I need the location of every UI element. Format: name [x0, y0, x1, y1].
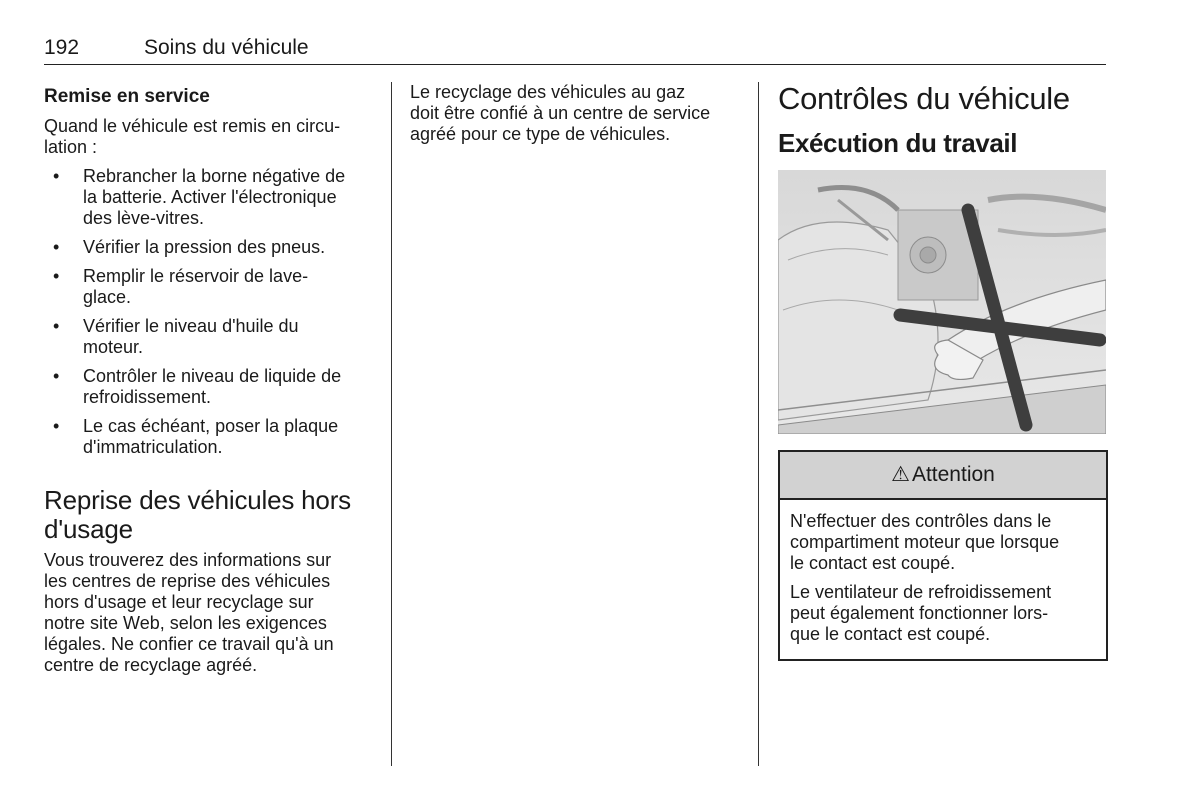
list-item-line: Vérifier la pression des pneus. [83, 237, 326, 257]
bullet-icon: • [53, 366, 60, 386]
warning-line: que le contact est coupé. [790, 624, 991, 644]
section-body-paragraph [44, 550, 374, 676]
list-item-line: refroidissement. [83, 387, 212, 407]
subheading-remise-en-service: Remise en service [44, 86, 210, 107]
bullet-icon: • [53, 237, 60, 257]
list-item [44, 316, 374, 358]
body-line: agréé pour ce type de véhicules. [410, 124, 671, 144]
section-title-line: Reprise des véhicules hors [44, 485, 351, 515]
warning-line: N'effectuer des contrôles dans le [790, 511, 1052, 531]
gas-vehicle-paragraph [410, 82, 745, 145]
section-title-reprise [44, 486, 374, 544]
column-divider-left [391, 82, 392, 766]
intro-line: lation : [44, 137, 98, 157]
body-line: hors d'usage et leur recyclage sur [44, 592, 314, 612]
list-item-line: Vérifier le niveau d'huile du [83, 316, 299, 336]
body-line: notre site Web, selon les exigences [44, 613, 327, 633]
list-item-line: Remplir le réservoir de lave- [83, 266, 309, 286]
intro-paragraph [44, 116, 374, 158]
list-item-line: d'immatriculation. [83, 437, 223, 457]
warning-line: Le ventilateur de refroidissement [790, 582, 1052, 602]
subsection-title-execution: Exécution du travail [778, 128, 1018, 158]
warning-paragraph [790, 511, 1097, 574]
list-item-line: moteur. [83, 337, 144, 357]
chapter-title: Soins du véhicule [144, 36, 309, 59]
page-number: 192 [44, 36, 80, 59]
warning-triangle-icon: ⚠ [891, 463, 910, 486]
list-item-line: glace. [83, 287, 132, 307]
bullet-icon: • [53, 166, 60, 186]
warning-line: le contact est coupé. [790, 553, 956, 573]
warning-line: peut également fonctionner lors- [790, 603, 1049, 623]
bullet-icon: • [53, 266, 60, 286]
body-line: les centres de reprise des véhicules [44, 571, 331, 591]
left-column [44, 82, 374, 684]
engine-compartment-illustration [778, 170, 1106, 434]
warning-box [778, 450, 1108, 661]
warning-heading: Attention [911, 463, 995, 486]
body-line: centre de recyclage agréé. [44, 655, 258, 675]
warning-line: compartiment moteur que lorsque [790, 532, 1060, 552]
list-item-line: Le cas échéant, poser la plaque [83, 416, 339, 436]
list-item-line: Rebrancher la borne négative de [83, 166, 346, 186]
bullet-icon: • [53, 416, 60, 436]
list-item-line: la batterie. Activer l'électronique [83, 187, 337, 207]
warning-paragraph [790, 582, 1097, 645]
right-column [778, 82, 1106, 661]
middle-column [410, 82, 745, 153]
bullet-icon: • [53, 316, 60, 336]
intro-line: Quand le véhicule est remis en circu- [44, 116, 341, 136]
list-item [44, 416, 374, 458]
page-header [44, 34, 1106, 65]
section-title-controles: Contrôles du véhicule [778, 81, 1070, 116]
column-divider-right [758, 82, 759, 766]
list-item-line: Contrôler le niveau de liquide de [83, 366, 342, 386]
body-line: légales. Ne confier ce travail qu'à un [44, 634, 334, 654]
section-title-line: d'usage [44, 514, 133, 544]
list-item-line: des lève-vitres. [83, 208, 205, 228]
list-item [44, 166, 374, 229]
warning-header [780, 452, 1106, 500]
warning-body [780, 500, 1106, 659]
checklist [44, 166, 374, 458]
list-item [44, 237, 374, 258]
list-item [44, 366, 374, 408]
body-line: doit être confié à un centre de service [410, 103, 711, 123]
body-line: Vous trouverez des informations sur [44, 550, 332, 570]
body-line: Le recyclage des véhicules au gaz [410, 82, 686, 102]
list-item [44, 266, 374, 308]
